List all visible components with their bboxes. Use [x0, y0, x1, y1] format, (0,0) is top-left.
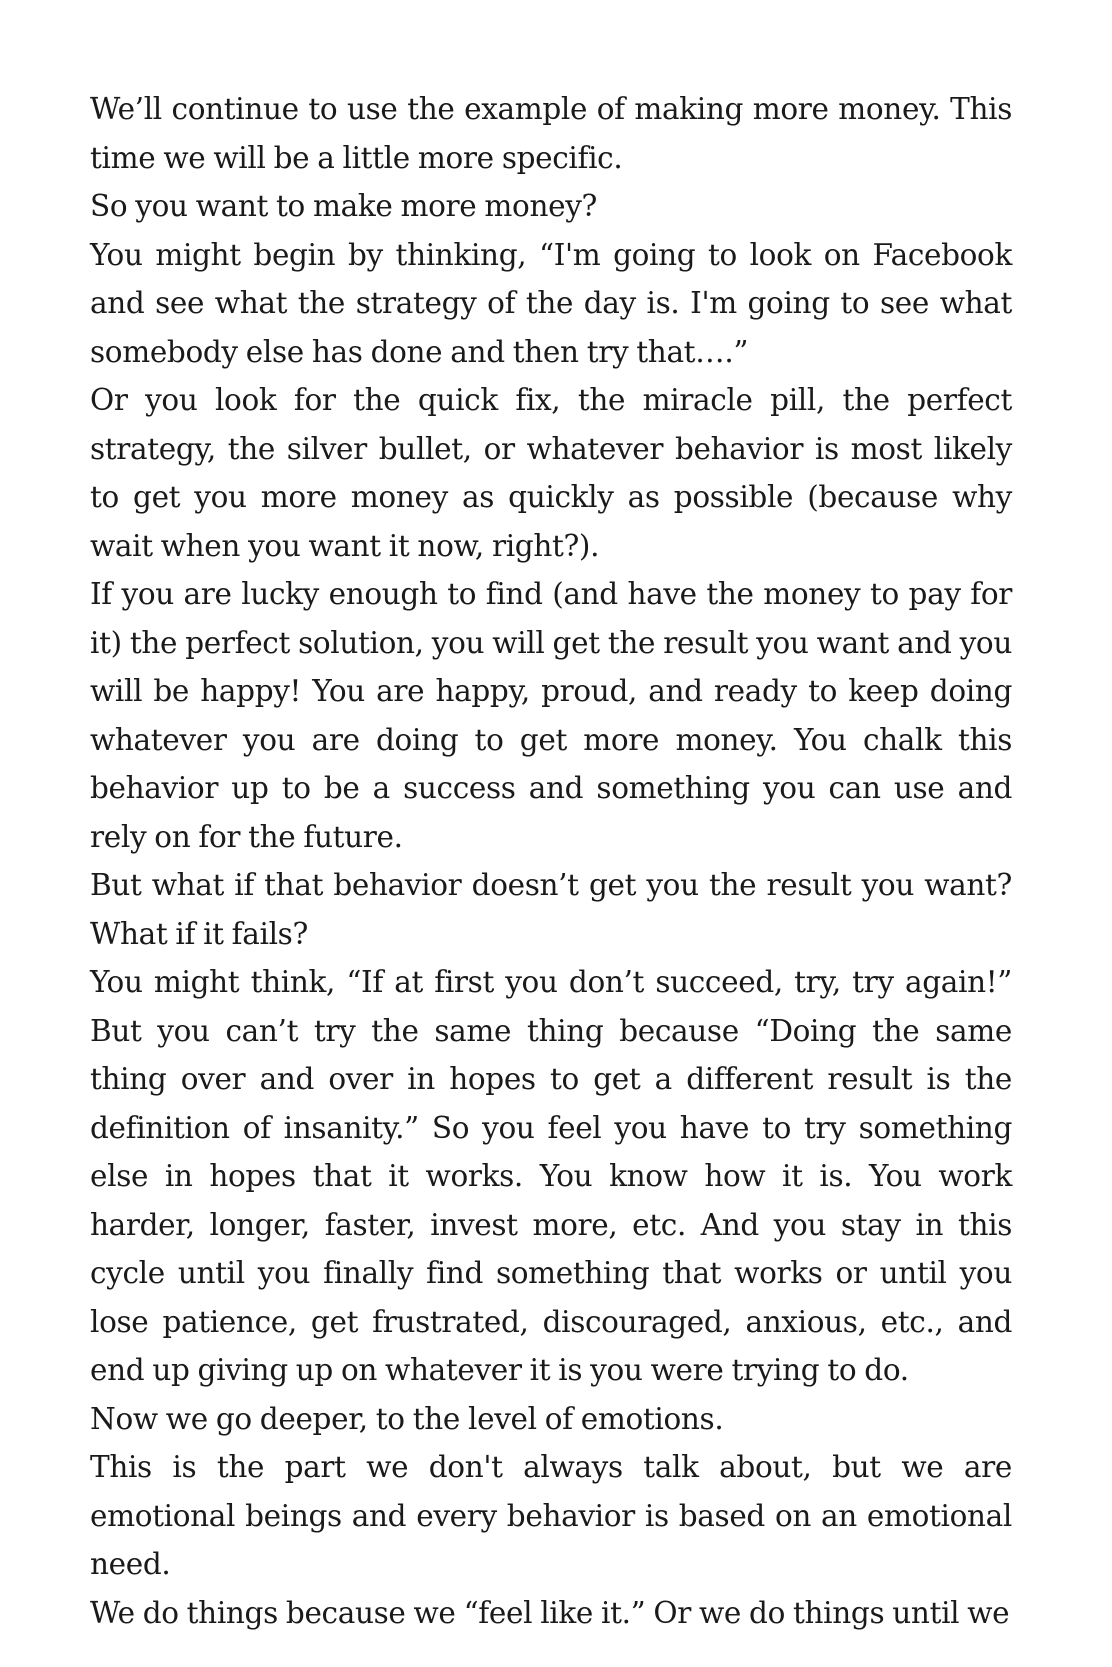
paragraph: Now we go deeper, to the level of emotions. [90, 1401, 724, 1436]
paragraph-partial: We do things because we “feel like it.” Or we do things until we [90, 1595, 1010, 1630]
paragraph: You might begin by thinking, “I'm going to look on Facebook and see what the strategy of the day is. I'm going to see what somebody else has done and then try that….” [90, 237, 1012, 369]
paragraph: But what if that behavior doesn’t get you the result you want? What if it fails? [90, 868, 1012, 951]
paragraph: Or you look for the quick fix, the miracle pill, the perfect strategy, the silver bullet, or whatever behavior is most likely to get you more money as quickly as possible (because why wait when you want it now, right?). [90, 383, 1012, 563]
paragraph: This is the part we don't always talk about, but we are emotional beings and every behavior is based on an emotional need. [90, 1450, 1012, 1581]
paragraph: We’ll continue to use the example of making more money. This time we will be a little more specific. [90, 92, 1012, 175]
page-body [90, 85, 1012, 1637]
paragraph: You might think, “If at first you don’t succeed, try, try again!” But you can’t try the same thing because “Doing the same thing over and over in hopes to get a different result is the definition of insanity.” So you feel you have to try something else in hopes that it works. You know how it is. You work harder, longer, faster, invest more, etc. And you stay in this cycle until you finally find something that works or until you lose patience, get frustrated, discouraged, anxious, etc., and end up giving up on whatever it is you were trying to do. [90, 965, 1012, 1387]
paragraph: So you want to make more money? [90, 189, 597, 223]
paragraph: If you are lucky enough to find (and have the money to pay for it) the perfect solution, you will get the result you want and you will be happy! You are happy, proud, and ready to keep doing whatever you are doing to get more money. You chalk this behavior up to be a success and something you can use and rely on for the future. [90, 577, 1012, 854]
